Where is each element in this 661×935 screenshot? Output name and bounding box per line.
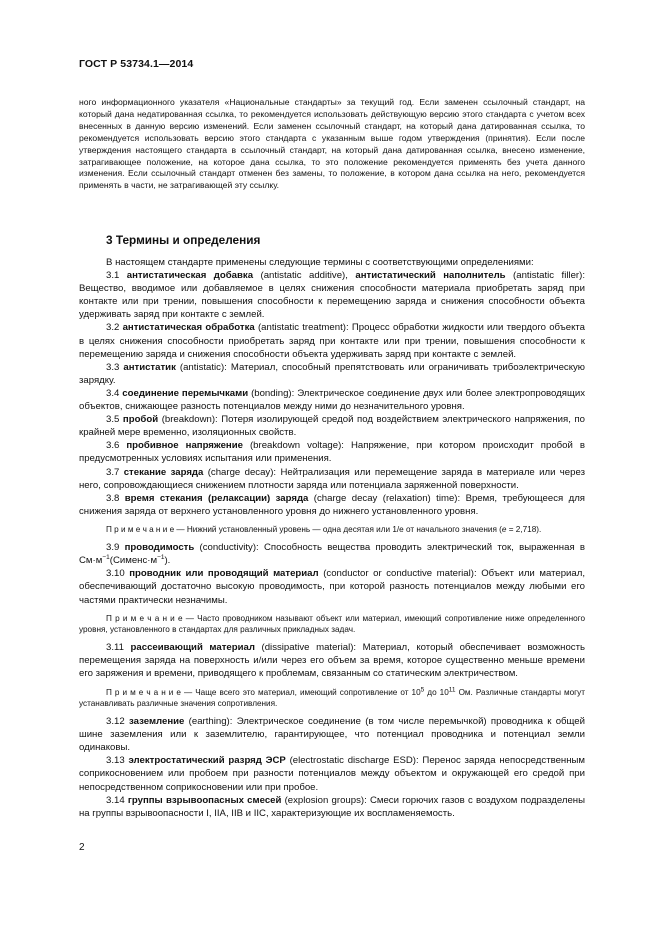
note-1: П р и м е ч а н и е — Нижний установленный уровень — одна десятая или 1/e от начального значения (e = 2,718). — [106, 524, 542, 534]
note-label: П р и м е ч а н и е — [106, 524, 175, 534]
term-name: соединение перемычками — [122, 387, 249, 399]
note-label: П р и м е ч а н и е — [106, 687, 181, 697]
term-name: время стекания (релаксации) заряда — [124, 492, 309, 504]
term-3-6: 3.6 пробивное напряжение (breakdown voltage): Напряжение, при котором происходит пробой в предусмотренных условиях испытания или применения. — [79, 440, 585, 465]
term-name: пробой — [122, 414, 159, 426]
term-name: пробивное напряжение — [126, 440, 243, 452]
term-name: стекание заряда — [123, 466, 204, 478]
term-3-5: 3.5 пробой (breakdown): Потеря изолирующей средой под воздействием электрического напряжения, по крайней мере временно, изоляционных свойств. — [79, 414, 585, 439]
term-3-9: 3.9 проводимость (conductivity): Способность вещества проводить электрический ток, выраженная в $См\cdot м^{-1}(Сименс\cdot м^{-1})$. — [79, 542, 585, 567]
intro-text: ного информационного указателя «Национальные стандарты» за текущий год. Если заменен ссылочный стандарт, на который дана недатированная ссылка, то рекомендуется использовать действующую версию этого стандарта с учетом всех внесенных в данную версию изменений. Если заменен ссылочный стандарт, на который дана датированная ссылка, то рекомендуется использовать версию этого стандарта с указанным выше годом утверждения (принятия). Если после утверждения настоящего стандарта в ссылочный стандарт, на который дана датированная ссылка, внесено изменение, затрагивающее положение, на которое дана ссылка, то это положение рекомендуется применять без учета данного изменения. Если ссылочный стандарт отменен без замены, то положение, в котором дана ссылка на него, рекомендуется применять в части, не затрагивающей эту ссылку. — [79, 97, 585, 191]
term-name: антистатик — [123, 361, 176, 373]
page-number: 2 — [79, 842, 85, 853]
note-label: П р и м е ч а н и е — [106, 613, 183, 623]
term-name: группы взрывоопасных смесей — [127, 794, 282, 806]
term-name: проводимость — [124, 542, 195, 554]
term-3-12: 3.12 заземление (earthing): Электрическое соединение (в том числе перемычкой) проводника к общей шине заземления или к заземлителю, гарантирующее, что потенциал проводника и потенциал земли одинаковы. — [79, 716, 586, 754]
term-3-13: 3.13 электростатический разряд ЭСР (electrostatic discharge ESD): Перенос заряда непосредственным соприкосновением или пробоем при разности потенциалов между объектом и окружающей его средой при непосредственном соприкосновении или при пробое. — [79, 755, 586, 793]
term-name: антистатическая обработка — [122, 322, 255, 334]
section-body — [79, 256, 585, 820]
note-2: П р и м е ч а н и е — Часто проводником называют объект или материал, имеющий сопротивление ниже определенного уровня, установленного в стандартах для различных прикладных задач. — [79, 613, 586, 634]
note-3: П р и м е ч а н и е — Чаще всего это материал, имеющий сопротивление от $10^5$ до $10^{11}$ Ом. Различные стандарты могут устанавливать различные значения сопротивления. — [79, 685, 585, 708]
term-3-4: 3.4 соединение перемычками (bonding): Электрическое соединение двух или более электропроводящих объектов, снижающее разность потенциалов между ними до незначительного уровня. — [79, 387, 585, 413]
document-code-header: ГОСТ Р 53734.1—2014 — [79, 58, 194, 70]
term-3-3: 3.3 антистатик (antistatic): Материал, способный препятствовать или ограничивать трибоэлектрическую зарядку. — [79, 361, 585, 386]
section-lead: В настоящем стандарте применены следующие термины с соответствующими определениями: — [106, 257, 534, 268]
term-3-14: 3.14 группы взрывоопасных смесей (explosion groups): Смеси горючих газов с воздухом подразделены на группы взрывоопасности I, IIA, IIB и IIC, характеризующие их воспламеняемость. — [79, 794, 585, 819]
section-title: 3 Термины и определения — [106, 233, 261, 247]
term-3-8: 3.8 время стекания (релаксации) заряда (charge decay (relaxation) time): Время, требующееся для снижения заряда от верхнего установленного уровня до нижнего установленного уровня. — [79, 492, 585, 517]
intro-paragraph — [79, 97, 585, 192]
term-3-2: 3.2 антистатическая обработка (antistatic treatment): Процесс обработки жидкости или твердого объекта в целях снижения способности приобретать заряд при контакте или при трении, повышения способности к перемещению заряда и снижения способности объекта удерживать заряд при контакте с землей. — [79, 322, 585, 360]
term-name: проводник или проводящий материал — [129, 568, 319, 580]
term-3-7: 3.7 стекание заряда (charge decay): Нейтрализация или перемещение заряда в материале или через него, сопровождающиеся снижением плотности заряда или потенциала заряженной поверхности. — [79, 466, 586, 491]
term-3-11: 3.11 рассеивающий материал (dissipative material): Материал, который обеспечивает возможность перемещения заряда на поверхность и/или через его объем за время, которое существенно меньше времени его заряжения и времени, приводящего к проблемам, связанным со статическим электричеством. — [79, 642, 585, 680]
term-3-1: 3.1 антистатическая добавка (antistatic additive), антистатический наполнитель (antistatic filler): Вещество, вводимое или добавляемое в целях снижения способности материала приобретать заряд при контакте или при трении, повышения способности к перемещению заряда и снижения способности объекта удерживать заряд при контакте с землей. — [79, 270, 585, 321]
term-name: электростатический разряд ЭСР — [128, 755, 286, 767]
term-name: заземление — [129, 716, 185, 728]
term-name: рассеивающий материал — [130, 642, 255, 654]
term-3-10: 3.10 проводник или проводящий материал (conductor or conductive material): Объект или материал, обеспечивающий достаточно высокую проводимость, при которой разность потенциалов между любыми его частями практически незначимы. — [79, 568, 585, 606]
term-name: антистатическая добавка — [126, 270, 254, 282]
term-name: антистатический наполнитель — [355, 270, 506, 282]
